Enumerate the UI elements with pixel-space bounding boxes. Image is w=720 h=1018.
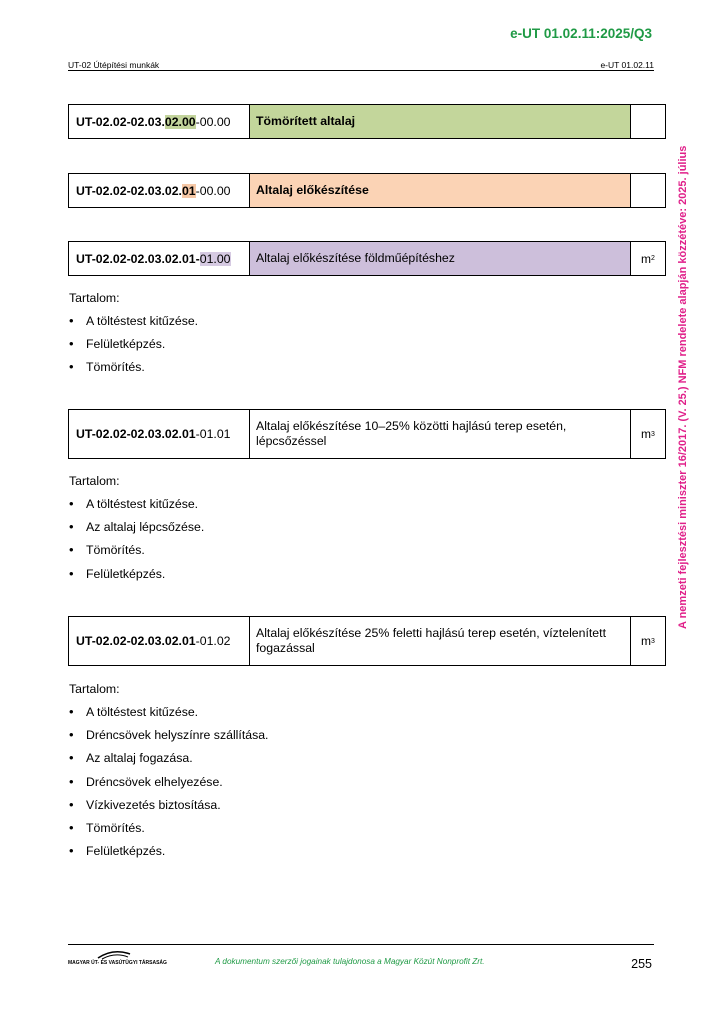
item-title: Altalaj előkészítése földműépítéshez [250,242,631,275]
content-block-2 [69,474,204,590]
code-part: -01.01 [195,427,231,441]
item-unit: m 3 [641,427,655,441]
list-item: • A töltéstest kitűzése. [69,314,198,337]
list-item: • Dréncsövek helyszínre szállítása. [69,728,268,751]
list-item: • Dréncsövek elhelyezése. [69,775,268,798]
content-label: Tartalom: [69,682,120,696]
code-highlight: 02.00 [164,114,196,129]
content-list [69,497,204,590]
code-part: UT-02.02-02.03.02.01 [76,427,196,441]
page-number: 255 [631,957,652,971]
item-title: Tömörített altalaj [250,105,631,138]
footer-rule [68,944,654,945]
header-rule [68,70,654,71]
item-table-tomoritett-altalaj [68,104,666,139]
item-unit: m 3 [641,634,655,648]
content-label: Tartalom: [69,291,120,305]
content-block-1 [69,291,198,384]
content-label: Tartalom: [69,474,120,488]
list-item: • Vízkivezetés biztosítása. [69,798,268,821]
item-title: Altalaj előkészítése [250,174,631,207]
item-table-fogazassal [68,616,666,666]
item-table-altalaj-elokeszitese [68,173,666,208]
running-header-right: e-UT 01.02.11 [600,60,654,70]
list-item: • Az altalaj lépcsőzése. [69,520,204,543]
item-code [69,617,250,665]
list-item: • Felületképzés. [69,844,268,867]
list-item: • A töltéstest kitűzése. [69,497,204,520]
list-item: • Tömörítés. [69,360,198,383]
list-item: • Felületképzés. [69,337,198,360]
logo-text: MAGYAR ÚT- ÉS VASÚTÜGYI TÁRSASÁG [68,960,167,966]
code-highlight: 01.00 [199,251,231,266]
item-unit [631,105,665,138]
list-item: • Felületképzés. [69,567,204,590]
item-table-lepcsozessel [68,409,666,459]
code-part: UT-02.02-02.03.02.01- [76,251,200,266]
running-header-left: UT-02 Útépítési munkák [68,60,160,70]
code-highlight: 01 [181,183,196,198]
item-title: Altalaj előkészítése 10–25% közötti hajlású terep esetén, lépcsőzéssel [250,410,631,458]
content-block-3 [69,682,268,867]
item-unit: m 2 [641,251,655,266]
item-code [69,410,250,458]
code-part: UT-02.02-02.03.02.01 [76,634,196,648]
list-item: • Az altalaj fogazása. [69,751,268,774]
content-list [69,314,198,384]
list-item: • A töltéstest kitűzése. [69,705,268,728]
code-part: UT-02.02-02.03.02. [76,183,182,198]
item-code [69,105,250,138]
item-code [69,242,250,275]
code-part: -00.00 [195,114,231,129]
side-publication-note: A nemzeti fejlesztési miniszter 16/2017. (V. 25.) NFM rendelete alapján közzétéve: 2025. július [677,145,689,629]
list-item: • Tömörítés. [69,821,268,844]
content-list [69,705,268,867]
item-code [69,174,250,207]
document-code: e-UT 01.02.11:2025/Q3 [510,26,652,41]
copyright-note: A dokumentum szerzői jogainak tulajdonosa a Magyar Közút Nonprofit Zrt. [215,957,485,966]
item-title: Altalaj előkészítése 25% feletti hajlású terep esetén, víztelenített fogazással [250,617,631,665]
code-part: UT-02.02-02.03. [76,114,165,129]
code-part: -01.02 [195,634,231,648]
code-part: -00.00 [195,183,231,198]
item-table-foldmuepiteshez [68,241,666,276]
item-unit [631,174,665,207]
list-item: • Tömörítés. [69,543,204,566]
